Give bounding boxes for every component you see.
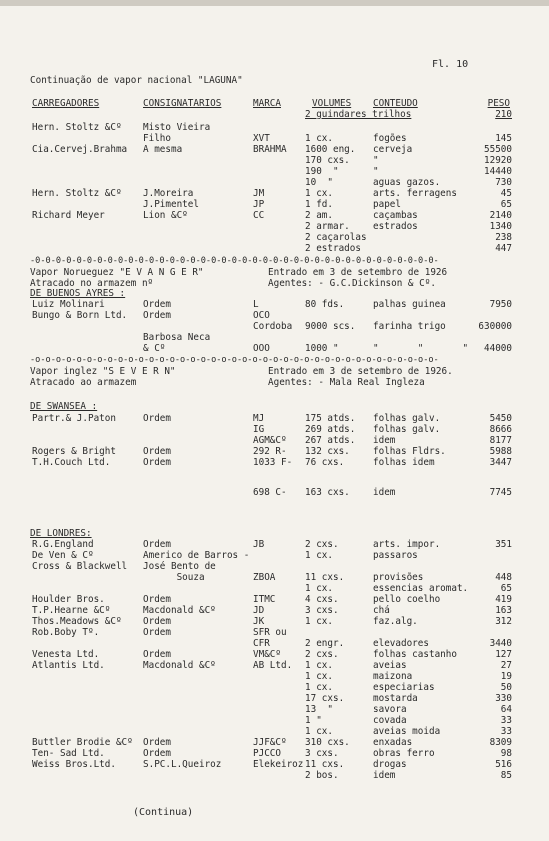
vessel-entry-date: Entrado em 3 de setembro de 1926 [268,267,448,278]
row-shipper: Hern. Stoltz &Cº [32,188,122,199]
row-mark: XVT [253,133,270,144]
row-content: " [373,166,379,177]
row-shipper: Weiss Bros.Ltd. [32,759,116,770]
row-consignee: Lion &Cº [143,210,188,221]
row-shipper: Richard Meyer [32,210,105,221]
row-consignee: Ordem [143,649,171,660]
row-consignee: J.Pimentel [143,199,199,210]
row-consignee: & Cº [143,343,166,354]
row-mark: OCO [253,310,270,321]
row-volumes: 1 cx. [305,671,333,682]
row-shipper: Rob.Boby Tº. [32,627,100,638]
row-content: papel [373,199,401,210]
row-mark: JP [253,199,265,210]
row-content: caçambas [373,210,418,221]
row-content: drogas [373,759,407,770]
row-shipper: Hern. Stoltz &Cº [32,122,122,133]
row-content: aguas gazos. [373,177,441,188]
row-shipper: T.P.Hearne &Cº [32,605,111,616]
row-volumes: 163 cxs. [305,487,350,498]
row-consignee: Ordem [143,310,171,321]
row-weight: 351 [495,539,512,550]
row-content: especiarias [373,682,435,693]
row-consignee: Macdonald &Cº [143,660,216,671]
row-mark: PJCCO [253,748,281,759]
row-volumes: 1 cx. [305,583,333,594]
row-mark: IG [253,424,265,435]
row-mark: ITMC [253,594,276,605]
header-conteudo: CONTEUDO [373,98,418,109]
row-weight: 14440 [484,166,512,177]
row-content: mostarda [373,693,418,704]
row-mark: 698 C- [253,487,287,498]
row-weight: 8309 [489,737,512,748]
origin-heading: DE SWANSEA : [30,401,98,412]
row-content: aveias [373,660,407,671]
row-volumes: 310 cxs. [305,737,350,748]
row-content: elevadores [373,638,429,649]
row-volumes: 1 fd. [305,199,333,210]
row-shipper: Bungo & Born Ltd. [32,310,128,321]
row-weight: 1340 [489,221,512,232]
row-content: obras ferro [373,748,435,759]
row-mark: L [253,299,259,310]
row-volumes: 3 cxs. [305,605,339,616]
row-weight: 65 [500,583,512,594]
row-volumes: 1000 " [305,343,339,354]
row-content: " " " [373,343,469,354]
row-weight: 330 [495,693,512,704]
row-content: covada [373,715,407,726]
vessel-storage: Atracado no armazem nº [30,278,154,289]
header-peso: PESO [487,98,510,109]
folio-number: Fl. 10 [432,59,469,70]
scan-top-edge [0,0,549,6]
row-content: pello coelho [373,594,441,605]
row-weight: 19 [500,671,512,682]
row-weight: 44000 [484,343,512,354]
vessel-entry-date: Entrado em 3 de setembro de 1926. [268,366,453,377]
row-volumes: 1 " [305,715,322,726]
row-mark: VM&Cº [253,649,281,660]
row-content: cerveja [373,144,413,155]
row-weight: 98 [500,748,512,759]
row-volumes: 10 " [305,177,333,188]
row-volumes: 80 fds. [305,299,345,310]
row-mark: AB Ltd. [253,660,293,671]
row-mark: JD [253,605,265,616]
row-weight: 730 [495,177,512,188]
row-volumes: 1600 eng. [305,144,356,155]
row-volumes: 269 atds. [305,424,356,435]
continuation-title: Continuação de vapor nacional "LAGUNA" [30,75,243,86]
row-weight: 145 [495,133,512,144]
row-shipper: Luiz Molinari [32,299,105,310]
row-mark: CC [253,210,265,221]
row-consignee: Ordem [143,748,171,759]
row-volumes: 132 cxs. [305,446,350,457]
row-weight: 3440 [489,638,512,649]
row-volumes: 17 cxs. [305,693,345,704]
row-mark: JK [253,616,265,627]
row-mark: ZBOA [253,572,276,583]
row-volumes: 2 caçarolas [305,232,367,243]
header-volumes: VOLUMES [312,98,352,109]
row-content: arts. impor. [373,539,441,550]
row-mark: JB [253,539,265,550]
row-content: fogões [373,133,407,144]
row-mark: BRAHMA [253,144,287,155]
row-weight: 127 [495,649,512,660]
row-consignee: Ordem [143,539,171,550]
separator-line: -o-o-o-o-o-o-o-o-o-o-o-o-o-o-o-o-o-o-o-o-o-o-o-o-o-o-o-o-o-o-o-o-o-o-o-o-o-o-o- [30,355,439,365]
row-content: essencias aromat. [373,583,469,594]
row-weight: 238 [495,232,512,243]
row-consignee: Ordem [143,737,171,748]
row-content: arts. ferragens [373,188,457,199]
row-weight: 55500 [484,144,512,155]
row-consignee: Ordem [143,413,171,424]
row-weight: 85 [500,770,512,781]
row-mark: MJ [253,413,265,424]
row-content: folhas Fldrs. [373,446,446,457]
row-mark: AGM&Cº [253,435,287,446]
row-consignee: Macdonald &Cº [143,605,216,616]
row-weight: 448 [495,572,512,583]
row-weight: 163 [495,605,512,616]
row-consignee: Ordem [143,627,171,638]
row-consignee: S.PC.L.Queiroz [143,759,222,770]
row-mark: OOO [253,343,270,354]
row-volumes: 2 am. [305,210,333,221]
row-weight: 5450 [489,413,512,424]
row-content: " [373,155,379,166]
row-content: maizona [373,671,413,682]
row-volumes: 2 estrados [305,243,361,254]
separator-line: -0-0-0-0-0-0-0-0-0-0-0-0-0-0-0-0-0-0-0-0-0-0-0-0-0-0-0-0-0-0-0-0-0-0-0-0-0-0-0- [30,256,439,266]
row-shipper: R.G.England [32,539,94,550]
row-weight: 50 [500,682,512,693]
row-weight: 312 [495,616,512,627]
row-mark: Elekeiroz [253,759,304,770]
row-consignee: Ordem [143,594,171,605]
row-content: farinha trigo [373,321,446,332]
row-weight: 447 [495,243,512,254]
row-shipper: Venesta Ltd. [32,649,100,660]
row-weight: 2140 [489,210,512,221]
row-content: palhas guinea [373,299,446,310]
origin-heading: DE BUENOS AYRES : [30,288,126,299]
row-shipper: T.H.Couch Ltd. [32,457,111,468]
row-weight: 5988 [489,446,512,457]
row-consignee: Barbosa Neca [143,332,211,343]
row-mark: SFR ou [253,627,287,638]
row-volumes: 13 " [305,704,333,715]
row-content: folhas galv. [373,413,441,424]
row-shipper: Partr.& J.Paton [32,413,116,424]
row-mark: Cordoba [253,321,293,332]
row-consignee: A mesma [143,144,183,155]
row-volumes: 2 guindares trilhos [305,109,412,120]
row-shipper: Rogers & Bright [32,446,116,457]
row-content: chá [373,605,390,616]
row-consignee: Filho [143,133,171,144]
row-volumes: 1 cx. [305,616,333,627]
row-shipper: Cross & Blackwell [32,561,128,572]
row-weight: 65 [500,199,512,210]
row-shipper: Atlantis Ltd. [32,660,105,671]
header-carregadores: CARREGADORES [32,98,100,109]
row-volumes: 1 cx. [305,133,333,144]
row-volumes: 1 cx. [305,660,333,671]
row-mark: JM [253,188,265,199]
row-mark: 1033 F- [253,457,293,468]
row-content: idem [373,770,396,781]
origin-heading: DE LONDRES: [30,528,92,539]
row-volumes: 2 cxs. [305,539,339,550]
row-shipper: Buttler Brodie &Cº [32,737,133,748]
row-volumes: 267 atds. [305,435,356,446]
row-mark: 292 R- [253,446,287,457]
row-volumes: 76 cxs. [305,457,345,468]
header-marca: MARCA [253,98,281,109]
row-shipper: De Ven & Cº [32,550,94,561]
row-content: passaros [373,550,418,561]
row-weight: 210 [495,109,512,120]
row-weight: 27 [500,660,512,671]
vessel-agents: Agentes: - Mala Real Ingleza [268,377,425,388]
row-consignee: Misto Vieira [143,122,211,133]
row-weight: 630000 [478,321,512,332]
row-volumes: 3 cxs. [305,748,339,759]
row-volumes: 175 atds. [305,413,356,424]
row-content: idem [373,487,396,498]
row-volumes: 1 cx. [305,188,333,199]
row-volumes: 4 cxs. [305,594,339,605]
row-weight: 7950 [489,299,512,310]
row-shipper: Ten- Sad Ltd. [32,748,105,759]
row-content: faz.alg. [373,616,418,627]
row-weight: 7745 [489,487,512,498]
row-consignee: Ordem [143,457,171,468]
vessel-name: Vapor inglez "S E V E R N" [30,366,176,377]
header-consignatarios: CONSIGNATARIOS [143,98,222,109]
vessel-agents: Agentes: - G.C.Dickinson & Cº. [268,278,436,289]
row-consignee: J.Moreira [143,188,194,199]
row-volumes: 11 cxs. [305,572,345,583]
row-weight: 12920 [484,155,512,166]
row-volumes: 1 cx. [305,682,333,693]
row-weight: 8177 [489,435,512,446]
row-weight: 33 [500,715,512,726]
row-volumes: 2 armar. [305,221,350,232]
row-shipper: Cia.Cervej.Brahma [32,144,128,155]
row-consignee: José Bento de [143,561,216,572]
row-content: folhas castanho [373,649,457,660]
row-consignee: Souza [143,572,205,583]
row-weight: 33 [500,726,512,737]
continua-note: (Continua) [133,807,194,818]
vessel-storage: Atracado ao armazem [30,377,137,388]
row-volumes: 1 cx. [305,726,333,737]
row-content: estrados [373,221,418,232]
row-volumes: 190 " [305,166,339,177]
row-volumes: 170 cxs. [305,155,350,166]
row-mark: CFR [253,638,270,649]
row-content: folhas galv. [373,424,441,435]
row-consignee: Ordem [143,299,171,310]
row-volumes: 2 engr. [305,638,345,649]
row-consignee: Ordem [143,616,171,627]
row-consignee: Ordem [143,446,171,457]
row-mark: JJF&Cº [253,737,287,748]
row-weight: 64 [500,704,512,715]
row-content: savora [373,704,407,715]
row-content: enxadas [373,737,413,748]
row-content: idem [373,435,396,446]
row-content: folhas idem [373,457,435,468]
row-weight: 516 [495,759,512,770]
row-weight: 3447 [489,457,512,468]
row-volumes: 2 cxs. [305,649,339,660]
row-volumes: 11 cxs. [305,759,345,770]
row-content: provisões [373,572,424,583]
row-volumes: 1 cx. [305,550,333,561]
row-shipper: Thos.Meadows &Cº [32,616,122,627]
row-content: aveias moida [373,726,441,737]
row-volumes: 2 bos. [305,770,339,781]
row-volumes: 9000 scs. [305,321,356,332]
row-consignee: Americo de Barros - [143,550,250,561]
row-weight: 419 [495,594,512,605]
row-weight: 45 [500,188,512,199]
row-weight: 8666 [489,424,512,435]
row-shipper: Houlder Bros. [32,594,105,605]
vessel-name: Vapor Norueguez "E V A N G E R" [30,267,204,278]
